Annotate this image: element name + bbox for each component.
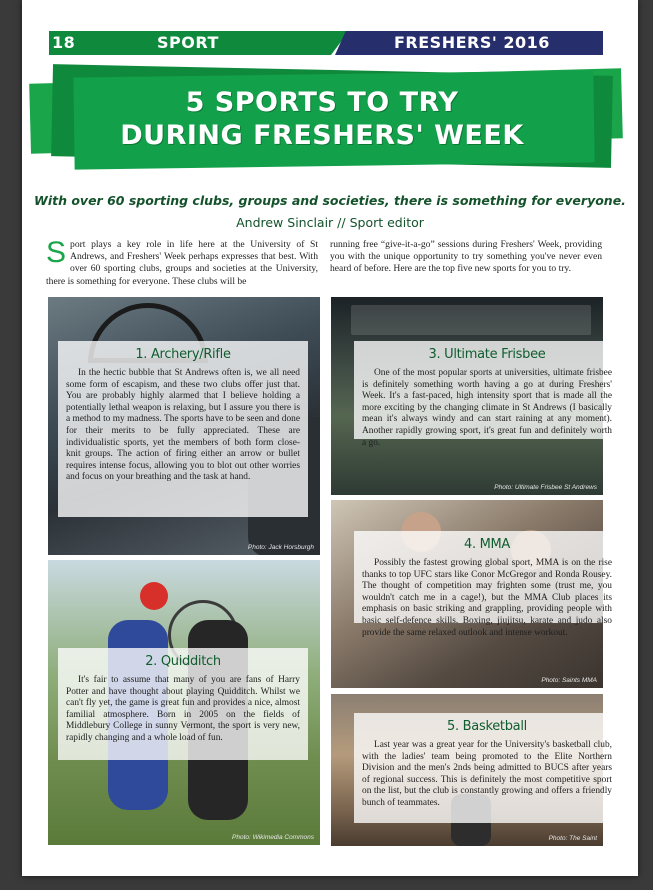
issue-name: FRESHERS' 2016 xyxy=(394,33,550,52)
sport-box-mma xyxy=(354,531,620,638)
stadium-lights xyxy=(351,305,591,335)
photo-credit-archery: Photo: Jack Horsburgh xyxy=(247,544,314,551)
sport-heading: 5. Basketball xyxy=(447,719,527,734)
section-name: SPORT xyxy=(157,33,219,52)
sport-heading: 4. MMA xyxy=(463,537,511,552)
sport-body: One of the most popular sports at universities, ultimate frisbee is definitely something worth having a go at during Freshers' Week. It's a fast-paced, high intensity sport that is made all the more exciting by the changing climate in St Andrews (I basically mean it's always windy and can start raining at any moment). Another rapidly growing sport, it's great fun and definitely worth a go. xyxy=(362,368,612,448)
sport-body: Possibly the fastest growing global sport, MMA is on the rise thanks to top UFC stars like Conor McGregor and Ronda Rousey. The thought of competition may frighten some (trust me, you wouldn't catch me in a cage!), but the MMA Club places its emphasis on basic striking and grappling, providing people with basic self-defence skills. Boxing, jiujitsu, karate and judo also provide the same relaxed outlook and intense workout. xyxy=(362,558,612,638)
intro-text-left: port plays a key role in life here at the University of St Andrews, and Freshers' Week perhaps expresses that best. With over 60 sporting clubs, groups and societies at the University, there is something for everyone. These clubs will be xyxy=(46,239,318,287)
page-number: 18 xyxy=(52,33,76,52)
title-line-2: DURING FRESHERS' WEEK xyxy=(120,120,524,151)
photo-credit-frisbee: Photo: Ultimate Frisbee St Andrews xyxy=(494,484,597,491)
sport-body: In the hectic bubble that St Andrews often is, we all need some form of escapism, and these two clubs offer just that. You are probably highly alarmed that I believe holding a potentially lethal weapon is relaxing, but I assure you there is a method to my madness. The sports have to be seen and done for their merits to be fully appreciated. These are individualistic sports, yet the members of both form close-knit groups. The action of firing either an arrow or bullet requires intense focus, allowing you to blot out other worries and focus on your breathing and the task at hand. xyxy=(66,368,300,483)
article-title xyxy=(62,86,582,152)
photo-credit-mma: Photo: Saints MMA xyxy=(541,677,597,684)
title-line-1: 5 SPORTS TO TRY xyxy=(185,87,459,118)
intro-column-left xyxy=(46,236,318,288)
sport-box-archery xyxy=(58,341,308,517)
sport-body: Last year was a great year for the University's basketball club, with the ladies' team being promoted to the Elite Northern Division and the men's 2nds being admitted to BUCS after years of regional success. This is definitely the most competitive sport on the list, but the club is constantly growing and offers a friendly bunch of teammates. xyxy=(362,740,612,808)
photo-credit-basketball: Photo: The Saint xyxy=(548,835,597,842)
sport-box-frisbee xyxy=(354,341,620,448)
photo-credit-quidditch: Photo: Wikimedia Commons xyxy=(232,834,314,841)
sport-heading: 2. Quidditch xyxy=(145,654,221,669)
intro-column-right: running free “give-it-a-go” sessions during Freshers' Week, providing you with the unique opportunity to try something you've never even heard of before. Here are the top five new sports for you to try. xyxy=(330,239,602,275)
standfirst: With over 60 sporting clubs, groups and societies, there is something for everyone. xyxy=(34,193,626,208)
sport-heading: 1. Archery/Rifle xyxy=(135,347,231,362)
sport-body: It's fair to assume that many of you are fans of Harry Potter and have thought about playing Quidditch. Whilst we can't fly yet, the game is great fun and provides a nice, almost familial atmosphere. Born in 2005 on the fields of Middlebury College in sunny Vermont, the sport is very new, rapidly changing and a whole load of fun. xyxy=(66,675,300,743)
byline: Andrew Sinclair // Sport editor xyxy=(236,215,424,230)
magazine-page xyxy=(22,0,638,876)
sport-box-quidditch xyxy=(58,648,308,760)
sport-box-basketball xyxy=(354,713,620,823)
drop-cap: S xyxy=(46,236,67,269)
quaffle-ball xyxy=(140,582,168,610)
sport-heading: 3. Ultimate Frisbee xyxy=(428,347,546,362)
